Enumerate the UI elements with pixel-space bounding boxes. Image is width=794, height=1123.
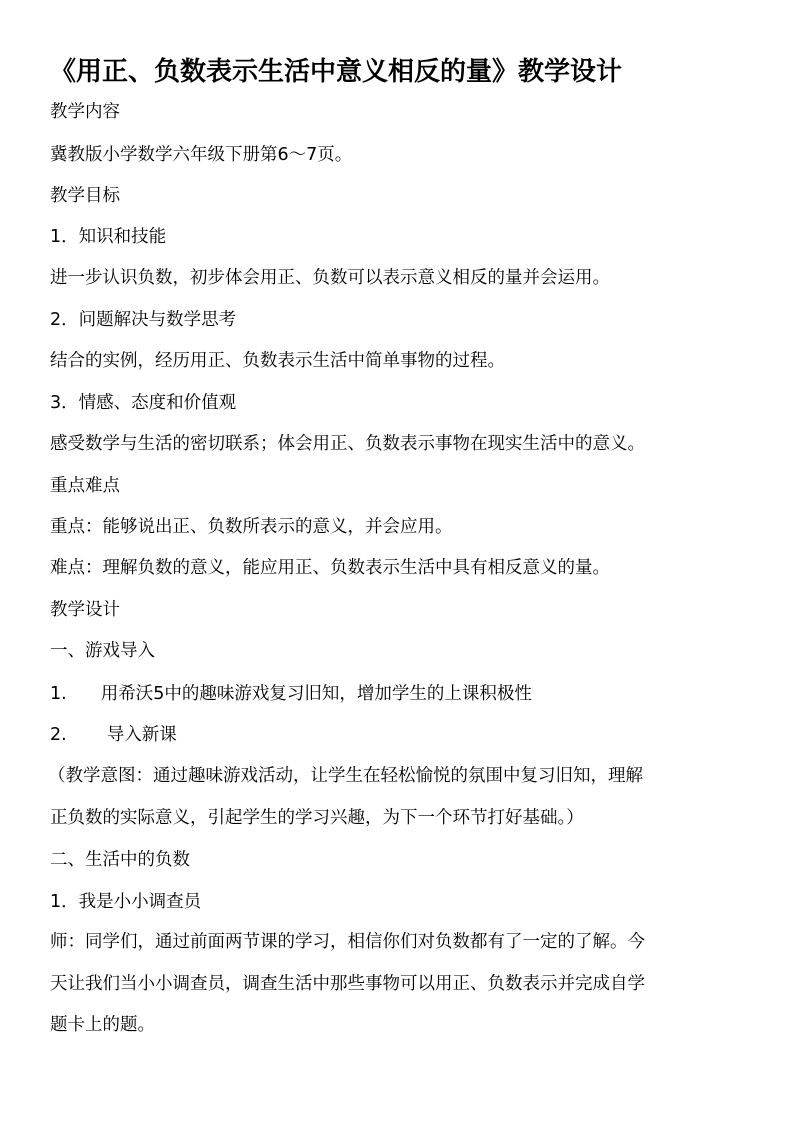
subheading-attitudes: 3．情感、态度和价值观 — [50, 393, 237, 413]
paragraph-difficult-point: 难点：理解负数的意义，能应用正、负数表示生活中具有相反意义的量。 — [50, 558, 610, 578]
subheading-investigator: 1．我是小小调查员 — [50, 892, 202, 912]
section-heading-game-intro: 一、游戏导入 — [50, 641, 155, 661]
paragraph-knowledge-skills: 进一步认识负数，初步体会用正、负数可以表示意义相反的量并会运用。 — [50, 268, 610, 288]
section-heading-negative-numbers: 二、生活中的负数 — [50, 850, 190, 870]
subheading-problem-solving: 2．问题解决与数学思考 — [50, 310, 237, 330]
paragraph-intent-line-2: 正负数的实际意义，引起学生的学习兴趣，为下一个环节打好基础。） — [50, 808, 584, 828]
item-number: 1. — [50, 684, 67, 704]
section-heading-content: 教学内容 — [50, 102, 120, 122]
paragraph-teacher-line-2: 天让我们当小小调查员，调查生活中那些事物可以用正、负数表示并完成自学 — [50, 974, 645, 994]
numbered-item-2 — [50, 723, 177, 747]
section-heading-design: 教学设计 — [50, 600, 120, 620]
paragraph-problem-solving: 结合的实例，经历用正、负数表示生活中简单事物的过程。 — [50, 351, 505, 371]
numbered-item-1 — [50, 682, 532, 706]
section-heading-key-points: 重点难点 — [50, 476, 120, 496]
subheading-knowledge-skills: 1．知识和技能 — [50, 227, 167, 247]
item-text: 导入新课 — [106, 725, 177, 745]
item-text: 用希沃5中的趣味游戏复习旧知，增加学生的上课积极性 — [100, 684, 532, 704]
document-title: 《用正、负数表示生活中意义相反的量》教学设计 — [50, 57, 623, 87]
section-heading-objectives: 教学目标 — [50, 186, 120, 206]
paragraph-teacher-line-1: 师：同学们，通过前面两节课的学习，相信你们对负数都有了一定的了解。今 — [50, 932, 645, 952]
paragraph-key-point: 重点：能够说出正、负数所表示的意义，并会应用。 — [50, 517, 453, 537]
item-number: 2. — [50, 725, 67, 745]
paragraph-content: 冀教版小学数学六年级下册第6～7页。 — [50, 145, 353, 165]
paragraph-attitudes: 感受数学与生活的密切联系；体会用正、负数表示事物在现实生活中的意义。 — [50, 434, 645, 454]
paragraph-teacher-line-3: 题卡上的题。 — [50, 1015, 155, 1035]
paragraph-intent-line-1: （教学意图：通过趣味游戏活动，让学生在轻松愉悦的氛围中复习旧知，理解 — [48, 766, 643, 786]
